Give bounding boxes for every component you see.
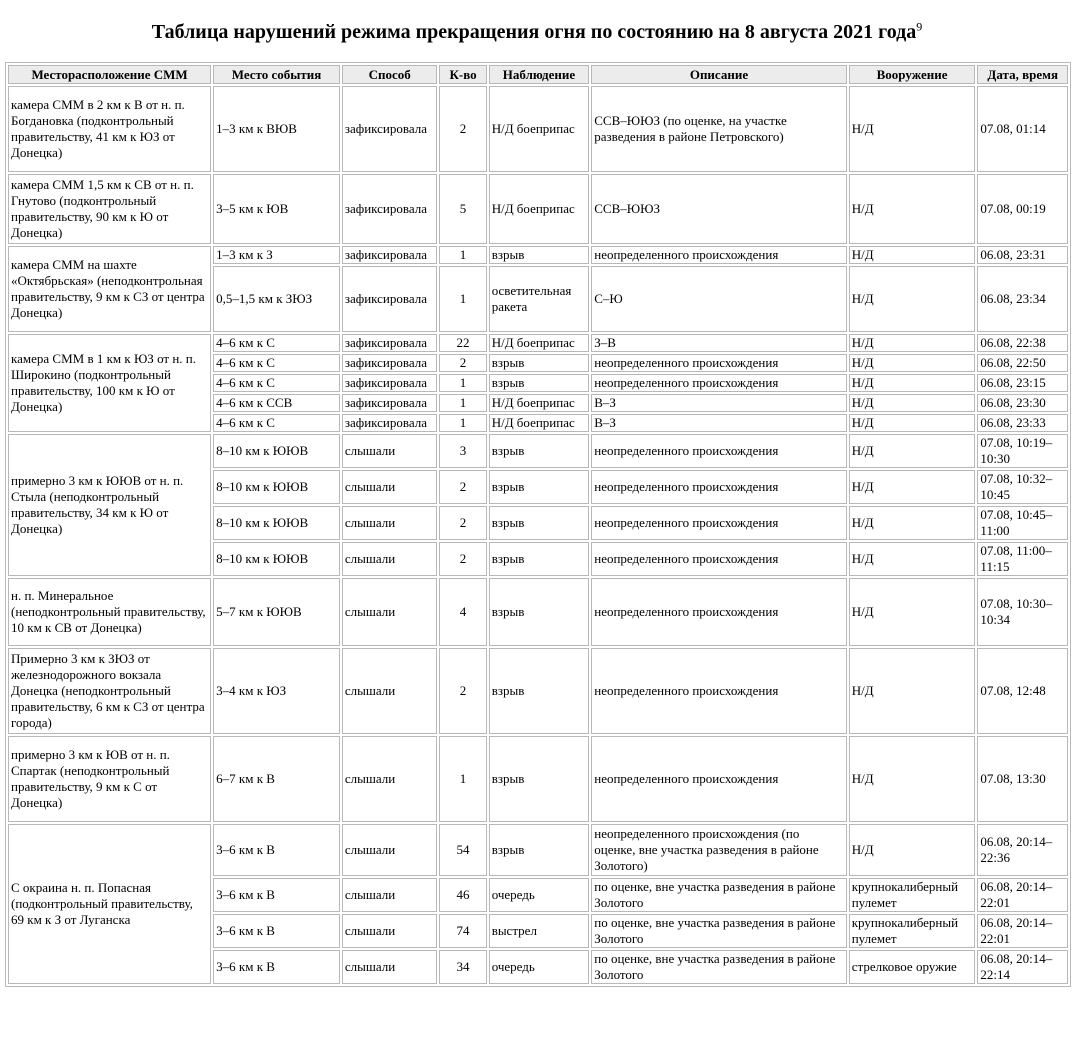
event-place-cell: 1–3 км к ВЮВ xyxy=(213,86,340,172)
method-cell: слышали xyxy=(342,542,438,576)
event-place-cell: 3–4 км к ЮЗ xyxy=(213,648,340,734)
method-cell: зафиксировала xyxy=(342,86,438,172)
quantity-cell: 3 xyxy=(439,434,486,468)
weapon-cell: стрелковое оружие xyxy=(849,950,976,984)
method-cell: зафиксировала xyxy=(342,354,438,372)
method-cell: зафиксировала xyxy=(342,374,438,392)
weapon-cell: крупнокалиберный пулемет xyxy=(849,914,976,948)
event-place-cell: 4–6 км к С xyxy=(213,354,340,372)
datetime-cell: 06.08, 23:34 xyxy=(977,266,1068,332)
title-footnote-mark: 9 xyxy=(916,19,923,34)
table-row xyxy=(8,578,1068,646)
observation-cell: взрыв xyxy=(489,434,590,468)
weapon-cell: Н/Д xyxy=(849,334,976,352)
description-cell: по оценке, вне участка разведения в районе Золотого xyxy=(591,950,846,984)
table-row xyxy=(8,736,1068,822)
event-place-cell: 3–6 км к В xyxy=(213,878,340,912)
weapon-cell: Н/Д xyxy=(849,542,976,576)
method-cell: слышали xyxy=(342,578,438,646)
quantity-cell: 4 xyxy=(439,578,486,646)
table-body xyxy=(8,86,1068,984)
event-place-cell: 0,5–1,5 км к ЗЮЗ xyxy=(213,266,340,332)
smm-location-cell: камера СММ в 2 км к В от н. п. Богдановка (подконтрольный правительству, 41 км к ЮЗ от Донецка) xyxy=(8,86,211,172)
description-cell: ССВ–ЮЮЗ xyxy=(591,174,846,244)
table-row xyxy=(8,824,1068,876)
description-cell: С–Ю xyxy=(591,266,846,332)
quantity-cell: 1 xyxy=(439,736,486,822)
description-cell: по оценке, вне участка разведения в районе Золотого xyxy=(591,878,846,912)
smm-location-cell: камера СММ в 1 км к ЮЗ от н. п. Широкино (подконтрольный правительству, 100 км к Ю от Донецка) xyxy=(8,334,211,432)
event-place-cell: 1–3 км к З xyxy=(213,246,340,264)
table-row xyxy=(8,334,1068,352)
weapon-cell: Н/Д xyxy=(849,266,976,332)
quantity-cell: 74 xyxy=(439,914,486,948)
observation-cell: Н/Д боеприпас xyxy=(489,394,590,412)
observation-cell: Н/Д боеприпас xyxy=(489,174,590,244)
quantity-cell: 34 xyxy=(439,950,486,984)
description-cell: неопределенного происхождения xyxy=(591,648,846,734)
event-place-cell: 5–7 км к ЮЮВ xyxy=(213,578,340,646)
datetime-cell: 07.08, 11:00–11:15 xyxy=(977,542,1068,576)
description-cell: ССВ–ЮЮЗ (по оценке, на участке разведения в районе Петровского) xyxy=(591,86,846,172)
method-cell: зафиксировала xyxy=(342,266,438,332)
table-row xyxy=(8,174,1068,244)
quantity-cell: 2 xyxy=(439,354,486,372)
weapon-cell: Н/Д xyxy=(849,648,976,734)
datetime-cell: 06.08, 22:38 xyxy=(977,334,1068,352)
description-cell: В–З xyxy=(591,394,846,412)
datetime-cell: 07.08, 10:32–10:45 xyxy=(977,470,1068,504)
method-cell: слышали xyxy=(342,878,438,912)
description-cell: неопределенного происхождения xyxy=(591,434,846,468)
weapon-cell: Н/Д xyxy=(849,246,976,264)
description-cell: неопределенного происхождения xyxy=(591,542,846,576)
quantity-cell: 2 xyxy=(439,648,486,734)
weapon-cell: Н/Д xyxy=(849,86,976,172)
observation-cell: взрыв xyxy=(489,470,590,504)
table-row xyxy=(8,434,1068,468)
ceasefire-violations-table xyxy=(5,62,1071,987)
table-row xyxy=(8,246,1068,264)
quantity-cell: 1 xyxy=(439,246,486,264)
event-place-cell: 6–7 км к В xyxy=(213,736,340,822)
header-event-place: Место события xyxy=(213,65,340,84)
weapon-cell: Н/Д xyxy=(849,578,976,646)
observation-cell: взрыв xyxy=(489,354,590,372)
datetime-cell: 07.08, 01:14 xyxy=(977,86,1068,172)
observation-cell: взрыв xyxy=(489,506,590,540)
weapon-cell: Н/Д xyxy=(849,824,976,876)
datetime-cell: 07.08, 13:30 xyxy=(977,736,1068,822)
weapon-cell: крупнокалиберный пулемет xyxy=(849,878,976,912)
smm-location-cell: камера СММ 1,5 км к СВ от н. п. Гнутово (подконтрольный правительству, 90 км к Ю от Донецка) xyxy=(8,174,211,244)
method-cell: слышали xyxy=(342,950,438,984)
header-datetime: Дата, время xyxy=(977,65,1068,84)
table-row xyxy=(8,86,1068,172)
datetime-cell: 06.08, 23:15 xyxy=(977,374,1068,392)
event-place-cell: 3–6 км к В xyxy=(213,950,340,984)
datetime-cell: 06.08, 20:14–22:01 xyxy=(977,878,1068,912)
observation-cell: очередь xyxy=(489,878,590,912)
event-place-cell: 8–10 км к ЮЮВ xyxy=(213,506,340,540)
header-smm-location: Месторасположение СММ xyxy=(8,65,211,84)
smm-location-cell: н. п. Минеральное (неподконтрольный правительству, 10 км к СВ от Донецка) xyxy=(8,578,211,646)
description-cell: неопределенного происхождения xyxy=(591,736,846,822)
quantity-cell: 1 xyxy=(439,394,486,412)
smm-location-cell: Примерно 3 км к ЗЮЗ от железнодорожного вокзала Донецка (неподконтрольный правительству, 6 км к СЗ от центра города) xyxy=(8,648,211,734)
observation-cell: взрыв xyxy=(489,824,590,876)
observation-cell: Н/Д боеприпас xyxy=(489,334,590,352)
quantity-cell: 2 xyxy=(439,86,486,172)
observation-cell: выстрел xyxy=(489,914,590,948)
datetime-cell: 07.08, 10:45–11:00 xyxy=(977,506,1068,540)
header-quantity: К-во xyxy=(439,65,486,84)
description-cell: неопределенного происхождения xyxy=(591,578,846,646)
table-row xyxy=(8,648,1068,734)
datetime-cell: 06.08, 20:14–22:14 xyxy=(977,950,1068,984)
quantity-cell: 2 xyxy=(439,470,486,504)
quantity-cell: 1 xyxy=(439,266,486,332)
quantity-cell: 5 xyxy=(439,174,486,244)
weapon-cell: Н/Д xyxy=(849,736,976,822)
quantity-cell: 1 xyxy=(439,374,486,392)
method-cell: слышали xyxy=(342,434,438,468)
event-place-cell: 3–5 км к ЮВ xyxy=(213,174,340,244)
observation-cell: взрыв xyxy=(489,542,590,576)
header-observation: Наблюдение xyxy=(489,65,590,84)
datetime-cell: 06.08, 23:30 xyxy=(977,394,1068,412)
method-cell: зафиксировала xyxy=(342,334,438,352)
method-cell: слышали xyxy=(342,736,438,822)
datetime-cell: 06.08, 23:33 xyxy=(977,414,1068,432)
event-place-cell: 4–6 км к С xyxy=(213,334,340,352)
observation-cell: Н/Д боеприпас xyxy=(489,414,590,432)
header-method: Способ xyxy=(342,65,438,84)
weapon-cell: Н/Д xyxy=(849,354,976,372)
observation-cell: очередь xyxy=(489,950,590,984)
method-cell: зафиксировала xyxy=(342,174,438,244)
weapon-cell: Н/Д xyxy=(849,394,976,412)
weapon-cell: Н/Д xyxy=(849,174,976,244)
description-cell: неопределенного происхождения (по оценке, вне участка разведения в районе Золотого) xyxy=(591,824,846,876)
header-weapon: Вооружение xyxy=(849,65,976,84)
description-cell: неопределенного происхождения xyxy=(591,246,846,264)
quantity-cell: 54 xyxy=(439,824,486,876)
observation-cell: осветительная ракета xyxy=(489,266,590,332)
page-title xyxy=(0,14,1074,62)
datetime-cell: 06.08, 20:14–22:36 xyxy=(977,824,1068,876)
quantity-cell: 1 xyxy=(439,414,486,432)
method-cell: зафиксировала xyxy=(342,414,438,432)
event-place-cell: 8–10 км к ЮЮВ xyxy=(213,542,340,576)
quantity-cell: 2 xyxy=(439,542,486,576)
datetime-cell: 07.08, 12:48 xyxy=(977,648,1068,734)
method-cell: слышали xyxy=(342,824,438,876)
description-cell: неопределенного происхождения xyxy=(591,506,846,540)
description-cell: В–З xyxy=(591,414,846,432)
weapon-cell: Н/Д xyxy=(849,414,976,432)
event-place-cell: 4–6 км к ССВ xyxy=(213,394,340,412)
smm-location-cell: примерно 3 км к ЮЮВ от н. п. Стыла (неподконтрольный правительству, 34 км к Ю от Донецка) xyxy=(8,434,211,576)
quantity-cell: 2 xyxy=(439,506,486,540)
method-cell: слышали xyxy=(342,648,438,734)
method-cell: зафиксировала xyxy=(342,246,438,264)
method-cell: зафиксировала xyxy=(342,394,438,412)
datetime-cell: 06.08, 22:50 xyxy=(977,354,1068,372)
header-row xyxy=(8,65,1068,84)
description-cell: неопределенного происхождения xyxy=(591,354,846,372)
quantity-cell: 22 xyxy=(439,334,486,352)
weapon-cell: Н/Д xyxy=(849,470,976,504)
header-description: Описание xyxy=(591,65,846,84)
method-cell: слышали xyxy=(342,914,438,948)
smm-location-cell: С окраина н. п. Попасная (подконтрольный правительству, 69 км к З от Луганска xyxy=(8,824,211,984)
observation-cell: взрыв xyxy=(489,736,590,822)
datetime-cell: 07.08, 10:19–10:30 xyxy=(977,434,1068,468)
method-cell: слышали xyxy=(342,470,438,504)
weapon-cell: Н/Д xyxy=(849,374,976,392)
page-title-text: Таблица нарушений режима прекращения огня по состоянию на 8 августа 2021 года xyxy=(151,21,917,43)
quantity-cell: 46 xyxy=(439,878,486,912)
observation-cell: взрыв xyxy=(489,374,590,392)
datetime-cell: 07.08, 10:30–10:34 xyxy=(977,578,1068,646)
smm-location-cell: примерно 3 км к ЮВ от н. п. Спартак (неподконтрольный правительству, 9 км к С от Донецка) xyxy=(8,736,211,822)
description-cell: по оценке, вне участка разведения в районе Золотого xyxy=(591,914,846,948)
event-place-cell: 8–10 км к ЮЮВ xyxy=(213,470,340,504)
weapon-cell: Н/Д xyxy=(849,506,976,540)
datetime-cell: 06.08, 20:14–22:01 xyxy=(977,914,1068,948)
weapon-cell: Н/Д xyxy=(849,434,976,468)
observation-cell: Н/Д боеприпас xyxy=(489,86,590,172)
datetime-cell: 06.08, 23:31 xyxy=(977,246,1068,264)
description-cell: З–В xyxy=(591,334,846,352)
smm-location-cell: камера СММ на шахте «Октябрьская» (неподконтрольная правительству, 9 км к СЗ от центра Донецка) xyxy=(8,246,211,332)
event-place-cell: 4–6 км к С xyxy=(213,374,340,392)
event-place-cell: 4–6 км к С xyxy=(213,414,340,432)
observation-cell: взрыв xyxy=(489,648,590,734)
method-cell: слышали xyxy=(342,506,438,540)
observation-cell: взрыв xyxy=(489,578,590,646)
event-place-cell: 3–6 км к В xyxy=(213,824,340,876)
description-cell: неопределенного происхождения xyxy=(591,374,846,392)
description-cell: неопределенного происхождения xyxy=(591,470,846,504)
datetime-cell: 07.08, 00:19 xyxy=(977,174,1068,244)
event-place-cell: 3–6 км к В xyxy=(213,914,340,948)
observation-cell: взрыв xyxy=(489,246,590,264)
event-place-cell: 8–10 км к ЮЮВ xyxy=(213,434,340,468)
